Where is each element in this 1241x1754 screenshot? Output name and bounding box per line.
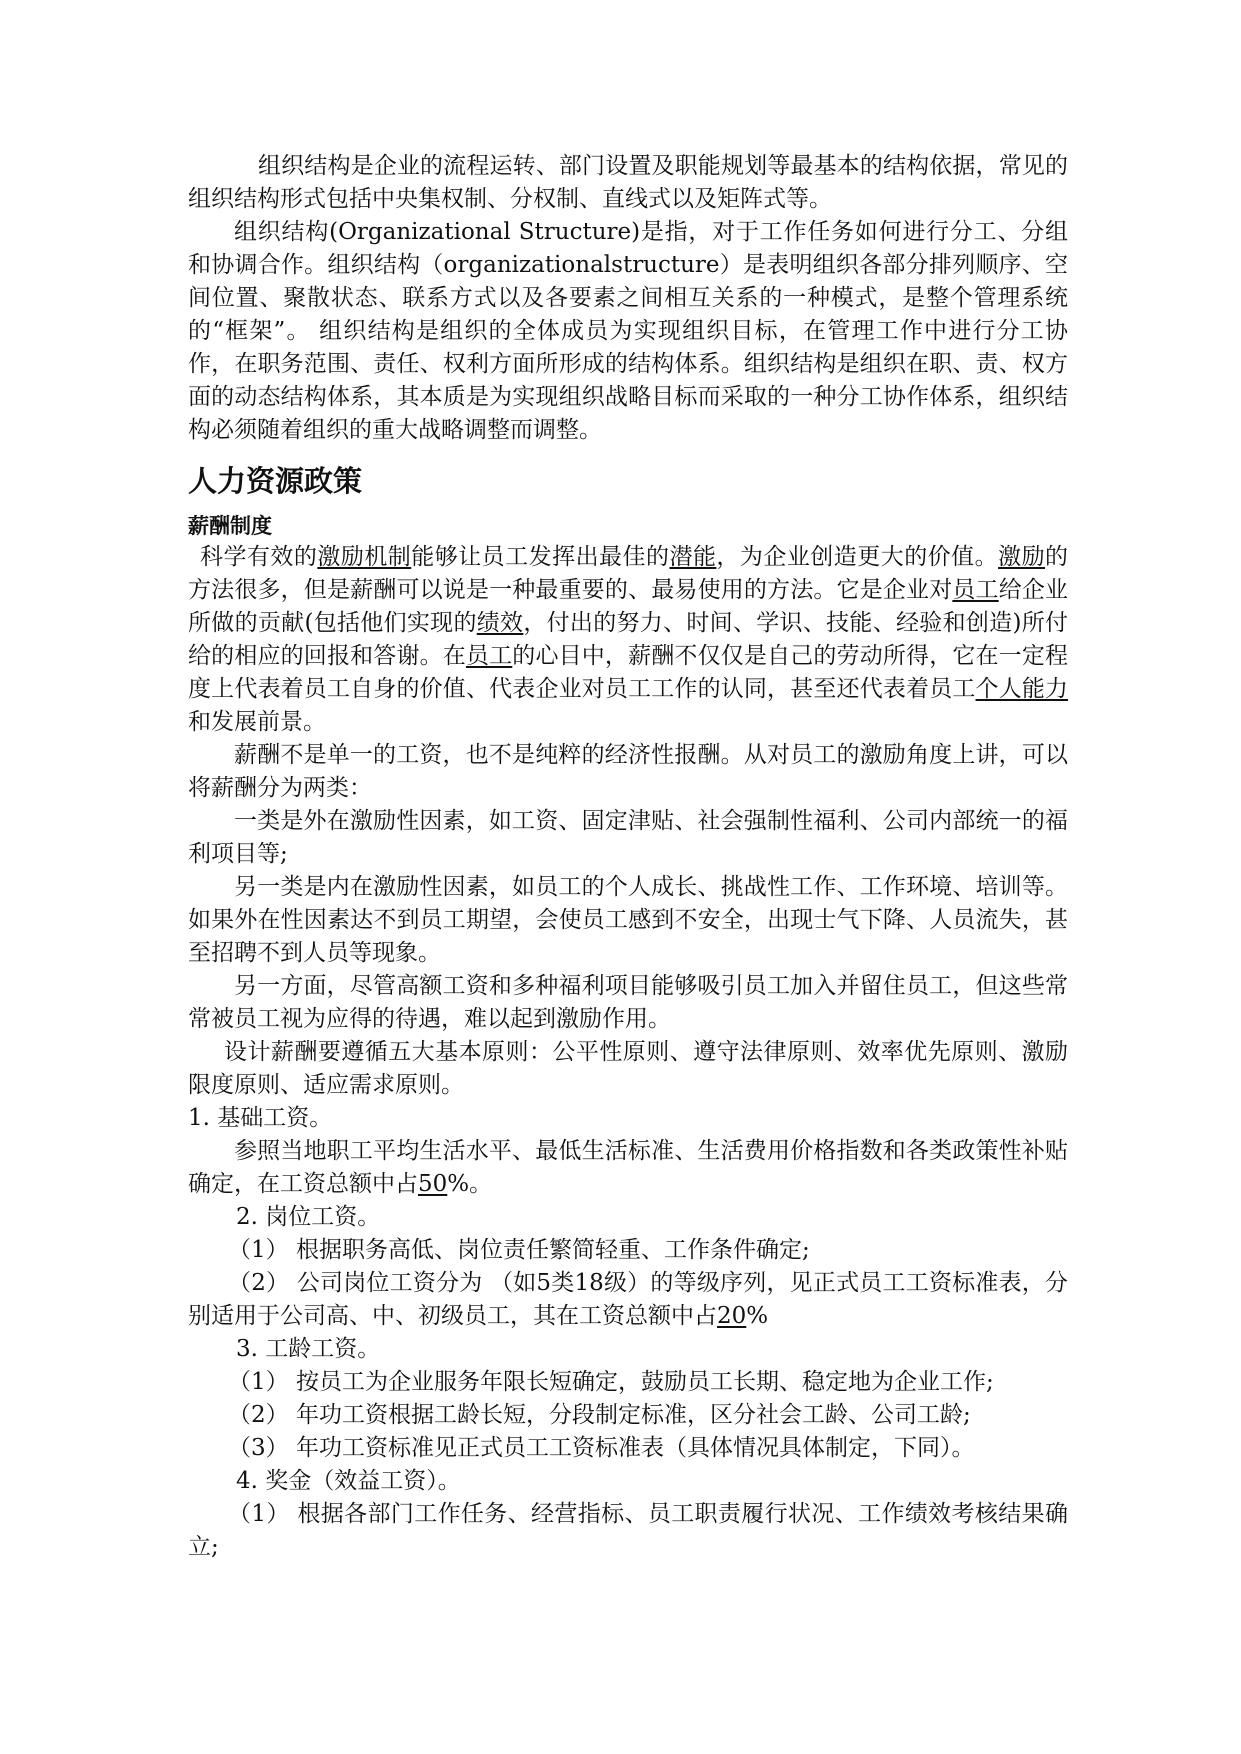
salary-p1-link-personal-ability[interactable]: 个人能力 bbox=[975, 676, 1069, 702]
salary-p1-link-performance[interactable]: 绩效 bbox=[476, 610, 524, 636]
item-1-text-a: 参照当地职工平均生活水平、最低生活标准、生活费用价格指数和各类政策性补贴确定，在工资总额中占 bbox=[188, 1138, 1068, 1197]
section-title: 人力资源政策 bbox=[188, 464, 363, 498]
salary-paragraph-5: 另一方面，尽管高额工资和多种福利项目能够吸引员工加入并留住员工，但这些常常被员工视为应得的待遇，难以起到激励作用。 bbox=[188, 973, 1068, 1032]
item-3-sub-1: （1） 按员工为企业服务年限长短确定，鼓励员工长期、稳定地为企业工作; bbox=[228, 1369, 994, 1395]
item-4-title: 4. 奖金（效益工资）。 bbox=[236, 1468, 461, 1494]
salary-p1-text-f: ，付出的努力、时间、学识、技能、经验和创造)所付给的相应的回报和答谢。在 bbox=[188, 610, 1068, 669]
salary-paragraph-3: 一类是外在激励性因素，如工资、固定津贴、社会强制性福利、公司内部统一的福利项目等; bbox=[188, 808, 1068, 867]
item-2-sub-1: （1） 根据职务高低、岗位责任繁简轻重、工作条件确定; bbox=[228, 1237, 810, 1263]
salary-p1-text-b: 能够让员工发挥出最佳的 bbox=[411, 544, 670, 570]
salary-p1-text-e: 给企业所做的贡献(包括他们实现的 bbox=[188, 577, 1069, 636]
salary-p1-link-potential[interactable]: 潜能 bbox=[669, 544, 717, 570]
salary-paragraph-2: 薪酬不是单一的工资，也不是纯粹的经济性报酬。从对员工的激励角度上讲，可以将薪酬分为两类： bbox=[188, 742, 1068, 801]
salary-p1-link-employee-2[interactable]: 员工 bbox=[465, 643, 513, 669]
salary-paragraph-4: 另一类是内在激励性因素，如员工的个人成长、挑战性工作、工作环境、培训等。如果外在性因素达不到员工期望，会使员工感到不安全，出现士气下降、人员流失，甚至招聘不到人员等现象。 bbox=[188, 874, 1068, 966]
salary-p1-text-g: 的心目中，薪酬不仅仅是自己的劳动所得，它在一定程度上代表着员工自身的价值、代表企业对员工工作的认同，甚至还代表着员工 bbox=[188, 643, 1069, 702]
item-1-title: 1. 基础工资。 bbox=[188, 1105, 333, 1131]
salary-paragraph-6: 设计薪酬要遵循五大基本原则：公平性原则、遵守法律原则、效率优先原则、激励限度原则、适应需求原则。 bbox=[188, 1039, 1068, 1098]
item-3-title: 3. 工龄工资。 bbox=[236, 1336, 381, 1362]
item-1-percent: 50 bbox=[418, 1171, 448, 1197]
item-2-sub-2-text-a: （2） 公司岗位工资分为 （如5类18级）的等级序列，见正式员工工资标准表，分别适用于公司高、中、初级员工，其在工资总额中占 bbox=[188, 1270, 1068, 1329]
document-body bbox=[188, 150, 1068, 1564]
salary-p1-link-incentive[interactable]: 激励 bbox=[998, 544, 1046, 570]
salary-p1-text-a: 科学有效的 bbox=[200, 544, 318, 570]
item-1-text bbox=[188, 1135, 1068, 1201]
salary-paragraph-1 bbox=[188, 541, 1068, 739]
intro-paragraph-2: 组织结构(Organizational Structure)是指，对于工作任务如何进行分工、分组和协调合作。组织结构（organizationalstructure）是表明组织各部分排列顺序、空间位置、聚散状态、联系方式以及各要素之间相互关系的一种模式，是整个管理系统的“框架”。 组织结构是组织的全体成员为实现组织目标，在管理工作中进行分工协作，在职务范围、责任、权利方面所形成的结构体系。组织结构是组织在职、责、权方面的动态结构体系，其本质是为实现组织战略目标而采取的一种分工协作体系，组织结构必须随着组织的重大战略调整而调整。 bbox=[188, 219, 1068, 443]
item-2-sub-2 bbox=[188, 1267, 1068, 1333]
intro-paragraph-1: 组织结构是企业的流程运转、部门设置及职能规划等最基本的结构依据，常见的组织结构形式包括中央集权制、分权制、直线式以及矩阵式等。 bbox=[188, 153, 1068, 212]
subsection-title: 薪酬制度 bbox=[188, 514, 272, 538]
item-1-text-b: %。 bbox=[447, 1171, 493, 1197]
salary-p1-text-d: 的方法很多，但是薪酬可以说是一种最重要的、最易使用的方法。它是企业对 bbox=[188, 544, 1069, 603]
item-4-sub-1: （1） 根据各部门工作任务、经营指标、员工职责履行状况、工作绩效考核结果确立; bbox=[188, 1501, 1068, 1560]
item-2-sub-2-text-b: % bbox=[746, 1303, 769, 1329]
item-3-sub-3: （3） 年功工资标准见正式员工工资标准表（具体情况具体制定，下同）。 bbox=[228, 1435, 975, 1461]
item-2-sub-2-percent: 20 bbox=[717, 1303, 747, 1329]
item-2-title: 2. 岗位工资。 bbox=[236, 1204, 381, 1230]
salary-p1-text-h: 和发展前景。 bbox=[188, 709, 326, 735]
salary-p1-link-employee[interactable]: 员工 bbox=[952, 577, 999, 603]
salary-p1-text-c: ，为企业创造更大的价值。 bbox=[716, 544, 999, 570]
salary-p1-link-incentive-mechanism[interactable]: 激励机制 bbox=[317, 544, 412, 570]
item-3-sub-2: （2） 年功工资根据工龄长短，分段制定标准，区分社会工龄、公司工龄; bbox=[228, 1402, 971, 1428]
